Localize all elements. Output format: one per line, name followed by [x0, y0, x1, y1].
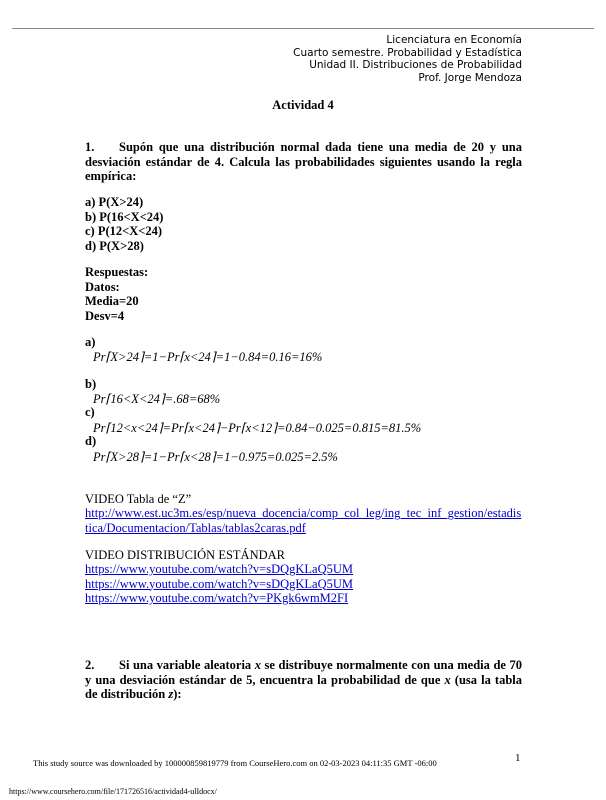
item-d: d) P(X>28) [85, 238, 144, 253]
question-2-var-x: x [254, 658, 261, 672]
question-1 [85, 140, 522, 184]
answer-a-label: a) [85, 335, 96, 349]
media-value: Media=20 [85, 294, 139, 308]
answers-block [85, 265, 522, 323]
top-rule [12, 28, 594, 29]
answer-d-label: d) [85, 434, 97, 448]
answer-a-formula: Pr⌈X>24⌉=1−Pr⌈x<24⌉=1−0.84=0.16=16% [93, 350, 323, 364]
video-dist-label: VIDEO DISTRIBUCIÓN ESTÁNDAR [85, 548, 285, 562]
header-line-3: Unidad II. Distribuciones de Probabilidad [309, 59, 522, 72]
datos-label: Datos: [85, 279, 120, 294]
item-a: a) P(X>24) [85, 195, 144, 209]
video-link-1[interactable]: https://www.youtube.com/watch?v=sDQgKLaQ5UM [85, 562, 354, 576]
question-2-var-z: z [168, 687, 174, 701]
download-notice: This study source was downloaded by 100000859819779 from CourseHero.com on 02-03-2023 04:11:35 GMT -06:00 [33, 758, 437, 768]
video-link-2[interactable]: https://www.youtube.com/watch?v=sDQgKLaQ5UM [85, 576, 354, 591]
question-1-items [85, 195, 522, 253]
item-b: b) P(16<X<24) [85, 209, 164, 224]
question-2-var-x2: x [444, 672, 451, 687]
page-number: 1 [515, 752, 521, 764]
video-tabla-label: VIDEO Tabla de “Z” [85, 492, 192, 506]
desv-value: Desv=4 [85, 308, 125, 323]
question-1-text: Supón que una distribución normal dada tiene una media de 20 y una desviación estándar de 4. Calcula las probabilidades siguientes usando la regla empírica: [85, 140, 522, 183]
header-line-4: Prof. Jorge Mendoza [418, 71, 522, 84]
question-2-text-c: (usa la tabla de distribución [85, 672, 522, 701]
document-title: Actividad 4 [272, 98, 334, 112]
video-link-3[interactable]: https://www.youtube.com/watch?v=PKgk6wmM2FI [85, 591, 349, 605]
question-2-text-d: ): [173, 687, 182, 701]
item-c: c) P(12<X<24) [85, 224, 163, 238]
answer-c-label: c) [85, 405, 95, 419]
answer-c-formula: Pr⌈12<x<24⌉=Pr⌈x<24⌉−Pr⌈x<12⌉=0.84−0.025=0.815=81.5% [93, 421, 422, 435]
source-url: https://www.coursehero.com/file/171726516/actividad4-ulIdocx/ [9, 787, 217, 796]
video-dist-links [85, 562, 522, 606]
question-2 [85, 658, 522, 702]
header-line-1: Licenciatura en Economía [386, 34, 522, 46]
video-tabla-link-wrap [85, 506, 522, 535]
answer-b-label: b) [85, 377, 97, 391]
answer-d-formula: Pr⌈X>28⌉=1−Pr⌈x<28⌉=1−0.975=0.025=2.5% [93, 450, 338, 464]
question-2-number: 2. [85, 658, 95, 672]
header-line-2: Cuarto semestre. Probabilidad y Estadística [293, 46, 522, 59]
video-tabla-link[interactable]: http://www.est.uc3m.es/esp/nueva_docencia/comp_col_leg/ing_tec_inf_gestion/estadistica/Documentacion/Tablas/tablas2caras.pdf [85, 506, 522, 535]
answer-b-formula: Pr⌈16<X<24⌉=.68=68% [93, 392, 221, 406]
answers-heading: Respuestas: [85, 265, 149, 279]
question-1-number: 1. [85, 140, 95, 154]
question-2-text-b: se distribuye normalmente con una media de 70 y una desviación estándar de 5, encuentra la probabilidad de que [85, 658, 523, 687]
page-header [293, 34, 522, 84]
question-2-text-a: Si una variable aleatoria [119, 658, 255, 672]
